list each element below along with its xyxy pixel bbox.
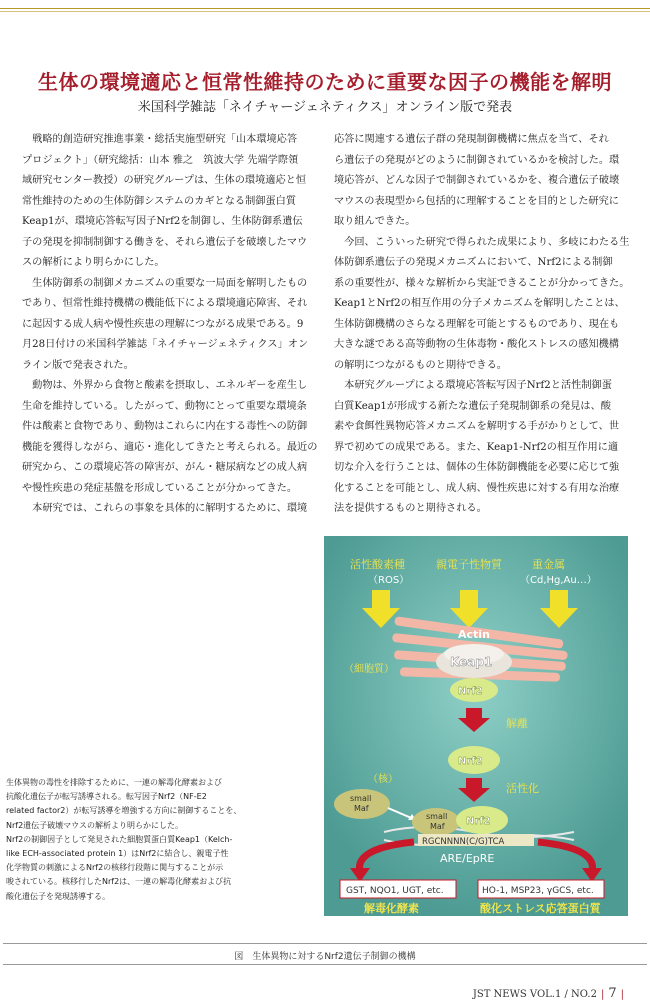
label-nrf2-cytoplasm: Nrf2 (458, 686, 483, 697)
article-title: 生体の環境適応と恒常性維持のために重要な因子の機能を解明 (38, 70, 612, 94)
figure-caption-rule-bottom (3, 964, 647, 965)
body-line: 本研究では、これらの事象を具体的に解明するために、環境 (22, 503, 308, 514)
label-nrf2-free: Nrf2 (458, 756, 483, 767)
body-line: 研究から、この環境応答の障害が、がん・糖尿病などの成人病 (22, 462, 308, 473)
body-line: マウスの表現型から包括的に理解することを目的とした研究に (334, 195, 619, 207)
label-actin: Actin (458, 628, 490, 641)
label-antioxidant: 酸化ストレス応答蛋白質 (480, 902, 601, 915)
body-line: であり、恒常性維持機構の機能低下による環境適応障害、それ (22, 298, 308, 309)
article-subtitle: 米国科学雑誌「ネイチャージェネティクス」オンライン版で発表 (137, 100, 513, 115)
body-line: 体防御系遺伝子の発現メカニズムにおいて、Nrf2による制御 (334, 257, 613, 268)
label-ros-sub: （ROS） (368, 575, 410, 586)
body-line: 本研究グループによる環境応答転写因子Nrf2と活性制御蛋 (334, 380, 612, 391)
body-line: 素や食餌性異物応答メカニズムを解明する手がかりとして、世 (334, 421, 620, 432)
body-line: プロジェクト」（研究総括：山本 雅之 筑波大学 先端学際領 (22, 154, 299, 166)
figure-description (6, 776, 306, 904)
body-line: Keap1とNrf2の相互作用の分子メカニズムを解明したことは、 (334, 298, 625, 309)
body-line: 常性維持のための生体防御システムのカギとなる制御蛋白質 (22, 195, 297, 207)
body-line: 生体防御機構のさらなる理解を可能とするものであり、現在も (334, 318, 620, 330)
body-line: 生命を維持している。したがって、動物にとって重要な環境条 (22, 400, 307, 412)
body-line: の解明につながるものと期待できる。 (334, 359, 507, 371)
body-line: 法を提供するものと期待される。 (334, 503, 487, 514)
article-body-left (22, 130, 322, 520)
body-line: 大きな謎である高等動物の生体毒物・酸化ストレスの感知機構 (334, 339, 619, 350)
body-line: スの解析により明らかにした。 (22, 257, 165, 268)
label-ros: 活性酸素種 (350, 558, 405, 571)
label-metal-sub: （Cd,Hg,Au…） (520, 575, 597, 586)
page-footer (473, 986, 628, 1001)
body-line: に起因する成人病や慢性疾患の理解につながる成果である。9 (22, 318, 304, 330)
footer-separator-end: | (620, 989, 624, 1000)
body-line: 系の重要性が、様々な解析から実証できることが分かってきた。 (334, 277, 630, 289)
body-line: 生体防御系の制御メカニズムの重要な一局面を解明したもの (22, 277, 308, 289)
body-line: 界で初めての成果である。また、Keap1-Nrf2の相互作用に適 (334, 441, 619, 453)
figure-caption-rule-top (3, 943, 647, 944)
detox-gene-list: GST, NQO1, UGT, etc. (346, 886, 444, 896)
label-keap1: Keap1 (450, 655, 493, 669)
article-body-right (334, 130, 634, 520)
caption-line: 生体異物の毒性を排除するために、一連の解毒化酵素および (6, 778, 222, 787)
antioxidant-gene-list: HO-1, MSP23, γGCS, etc. (482, 886, 594, 896)
label-small-maf-free-1: small (350, 794, 372, 803)
body-line: Keap1が、環境応答転写因子Nrf2を制御し、生体防御系遺伝 (22, 216, 303, 227)
caption-line: 化学物質の刺激によるNrf2の核移行段階に関与することが示 (6, 863, 224, 873)
caption-line: Nrf2遺伝子破壊マウスの解析より明らかにした。 (6, 820, 183, 830)
caption-line: 酸化遺伝子を発現誘導する。 (6, 891, 110, 901)
body-line: や慢性疾患の発症基盤を形成していることが分かってきた。 (22, 482, 298, 494)
label-metal: 重金属 (532, 558, 565, 571)
body-line: 子の発現を抑制制御する働きを、それら遺伝子を破壊したマウ (22, 236, 308, 248)
label-nucleus: （核） (368, 774, 398, 785)
footer-separator: | (600, 989, 605, 1000)
caption-line: related factor2）が転写誘導を増強する方向に制御することを、 (6, 806, 242, 816)
body-line: 月28日付けの米国科学雑誌「ネイチャージェネティクス」オン (22, 339, 309, 350)
body-line: 白質Keap1が形成する新たな遺伝子発現制御系の発見は、酸 (334, 400, 611, 412)
label-small-maf-bound-1: small (426, 812, 448, 821)
nrf2-diagram (324, 536, 628, 916)
journal-name: JST NEWS VOL.1 / NO.2 (472, 989, 597, 1000)
body-line: 境応答が、どんな因子で制御されているかを、複合遺伝子破壊 (334, 175, 620, 186)
body-line: 動物は、外界から食物と酸素を摂取し、エネルギーを産生し (22, 380, 308, 391)
label-cytoplasm: （細胞質） (344, 664, 394, 675)
top-rule-secondary (0, 11, 650, 12)
page-number: 7 (608, 986, 617, 1001)
body-line: 切な介入を行うことは、個体の生体防御機能を必要に応じて強 (334, 462, 620, 473)
label-dissociation: 解離 (506, 717, 528, 730)
caption-line: like ECH-associated protein 1）はNrf2に結合し、親電子性 (6, 849, 229, 859)
body-line: 機能を獲得しながら、適応・進化してきたと考えられる。最近の (22, 441, 318, 453)
body-line: ら遺伝子の発現がどのように制御されているかを検討した。環 (334, 154, 620, 166)
body-line: 戦略的創造研究推進事業・総括実施型研究「山本環境応答 (22, 134, 298, 145)
body-line: 今回、こういった研究で得られた成果により、多岐にわたる生 (334, 236, 630, 248)
caption-line: 抗酸化遺伝子が転写誘導される。転写因子Nrf2（NF-E2 (6, 792, 207, 802)
caption-line: Nrf2の制御因子として発見された細胞質蛋白質Keap1（Kelch- (6, 834, 233, 844)
body-line: 応答に関連する遺伝子群の発現制御機構に焦点を当て、それ (334, 134, 609, 145)
label-are: ARE/EpRE (440, 852, 495, 865)
body-line: 域研究センター教授）の研究グループは、生体の環境適応と恒 (22, 175, 307, 186)
label-element-seq: RGCNNNN(C/G)TCA (422, 837, 505, 847)
body-line: ライン版で発表された。 (22, 359, 134, 371)
body-line: 化することを可能とし、成人病、慢性疾患に対する有用な治療 (334, 482, 620, 494)
label-electrophile: 親電子性物質 (436, 558, 502, 571)
label-small-maf-free-2: Maf (354, 804, 369, 813)
top-rule (0, 8, 650, 9)
body-line: 取り組んできた。 (334, 216, 416, 227)
label-detox: 解毒化酵素 (364, 902, 419, 915)
label-small-maf-bound-2: Maf (430, 822, 445, 831)
label-activation: 活性化 (506, 782, 539, 795)
label-nrf2-bound: Nrf2 (466, 816, 491, 827)
caption-line: 唆されている。核移行したNrf2は、一連の解毒化酵素および抗 (6, 877, 232, 887)
body-line: 件は酸素と食物であり、動物はこれらに内在する毒性への防御 (22, 421, 308, 432)
figure-title: 図 生体異物に対するNrf2遺伝子制御の機構 (234, 952, 416, 962)
